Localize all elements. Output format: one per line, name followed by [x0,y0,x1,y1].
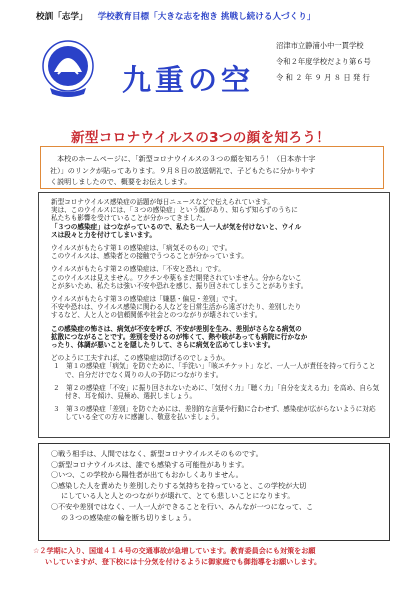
school-motto: 校訓「志学」 [36,12,88,22]
body-text: 新型コロナウイルス感染症の話題が毎日ニュースなどで伝えられています。 [51,198,274,206]
newsletter-title: 九重の空 [122,63,255,97]
key-point: の３つの感染症の輪を断ち切りましょう。 [61,512,196,522]
body-text-bold: この感染症の怖さは、病気が不安を呼び、不安が差別を生み、差別がさらなる病気の [51,324,302,333]
school-name: 沼津市立静浦小中一貫学校 [276,41,364,50]
school-motto-line [36,10,315,22]
body-text: ウイルスがもたらす第２の感染症は、「不安と恐れ」です。 [51,265,225,274]
article-headline: 新型コロナウイルスの3つの顔を知ろう！ [71,130,331,146]
body-text: このウイルスは、感染者との接触でうつることが分かっています。 [51,252,248,261]
key-points-box [38,443,390,541]
numbered-item: １ 第１の感染症「病気」を防ぐために、「手洗い」「咳エチケット」など、一人一人が責任を持って行うことで、自分だけでなく周りの人の予防につながります。 [53,362,376,379]
traffic-notice [33,545,393,567]
body-text: 私たちも影響を受けていることが分かってきました。 [51,214,210,223]
body-text: とが多いため、私たちは強い不安や恐れを感じ、振り回されてしまうことがあります。 [51,281,308,290]
body-text: 不安や恐れは、ウイルス感染に関わる人などを日常生活から遠ざけたり、差別したり [51,303,302,312]
body-text: ウイルスがもたらす第３の感染症は「嫌悪・偏見・差別」です。 [51,295,242,304]
body-text-bold: 「３つの感染症」はつながっているので、私たち一人一人が気を付けないと、ウイル [51,222,302,231]
issue-number: 令和２年度学校だより第６号 [276,57,371,66]
body-text-bold: 拡散につながることです。差別を受けるのが怖くて、熱や咳があっても病院に行かなか [51,332,308,341]
body-text-bold: スは段々と力を付けてしまいます。 [51,230,156,239]
body-text: どのように工夫すれば、この感染症は防げるのでしょうか。 [51,354,230,363]
body-text: するなど、人と人との信頼関係や社会とのつながりが壊されています。 [51,311,262,320]
body-text: ウイルスがもたらす第１の感染症は、「病気そのもの」です。 [51,244,232,253]
numbered-item: ３ 第３の感染症「差別」を防ぐためには、差別的な言葉や行動に合わせず、感染症が広がらないように対応している全ての方々に感謝し、敬意を払いましょう。 [53,405,376,422]
numbered-item: ２ 第２の感染症「不安」に振り回されないために、「気付く力」「聴く力」「自分を支える力」を高め、自ら気付き、耳を傾け、見極め、選択しましょう。 [53,383,380,401]
notice-line: ☆２学期に入り、国道４１４号の交通事故が急増しています。教育委員会にも対策をお願 [33,546,316,555]
body-text: このウイルスは見えません。ワクチンや薬もまだ開発されていません。分からないこ [51,273,302,282]
main-article-box [38,192,390,438]
intro-box [40,146,384,189]
intro-line: 本校のホームページに、「新型コロナウイルスの３つの顔を知ろう！（日本赤十字 [57,154,316,163]
key-point: 〇新型コロナウイルスは、誰でも感染する可能性があります。 [51,459,249,469]
issue-info [276,40,371,88]
school-emblem-logo [40,36,96,102]
issue-date: 令 和 ２ 年 ９ 月 ８ 日 発 行 [276,73,370,82]
key-point: にしている人と人とのつながりが壊れて、とても悲しいことになります。 [61,491,295,501]
notice-line: いしていますが、登下校には十分気を付けるように御家庭でも御指導をお願いします。 [45,557,322,566]
intro-line: 社）」のリンクが貼ってあります。９月８日の放送朝礼で、子どもたちに分かりやす [50,165,316,175]
key-point: 〇不安や差別ではなく、一人一人ができることを行い、みんなが一つになって、こ [51,501,314,511]
key-point: 〇戦う相手は、人間ではなく、新型コロナウイルスそのものです。 [51,449,263,458]
key-point: 〇いつ、この学校から陽性者が出てもおかしくありません。 [51,470,243,480]
body-text-bold: ったり、体調が悪いことを隠したりして、さらに病気を広めてしまいます。 [51,341,275,350]
intro-line: く説明しましたので、概要をお伝えします。 [50,177,192,186]
key-point: 〇感染した人を責めたり差別したりする気持ちを持っていると、この学校が大切 [51,480,307,490]
body-text: 実は、このウイルスには、「３つの感染症」という顔があり、知らず知らずのうちに [51,206,298,215]
education-goal: 学校教育目標「大きな志を抱き 挑戦し続ける人づくり」 [97,12,316,22]
